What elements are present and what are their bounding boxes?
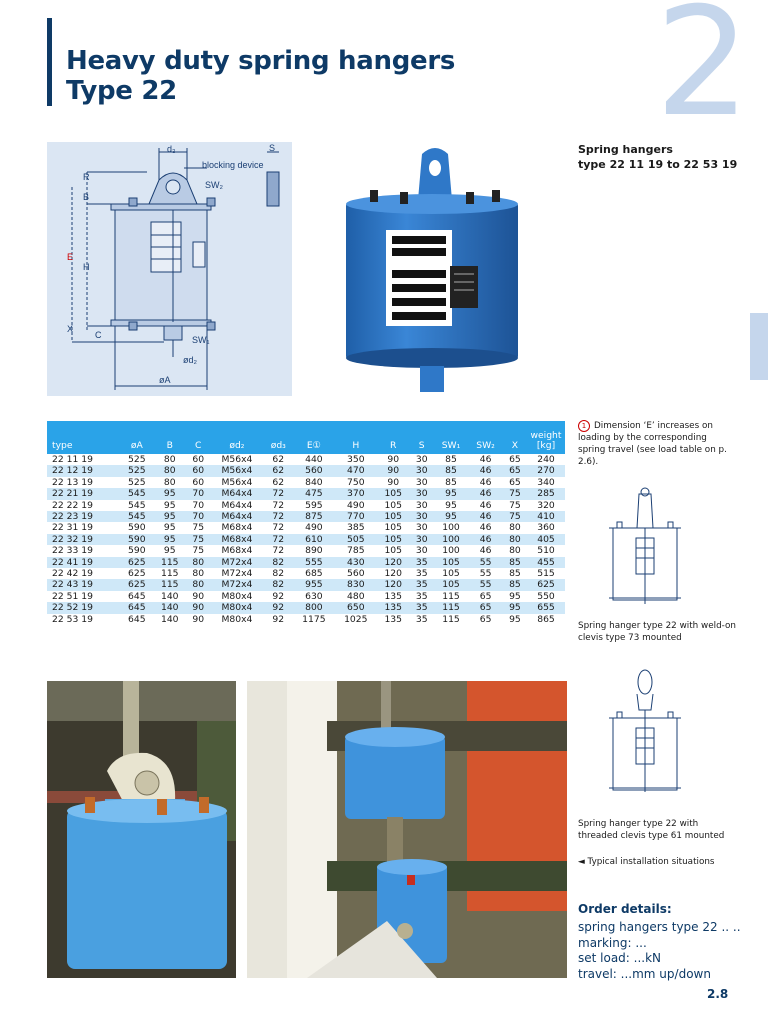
- table-row: [47, 511, 565, 522]
- page-number: 2.8: [707, 987, 729, 1001]
- table-cell: 22 32 19: [47, 534, 120, 545]
- table-cell: 135: [384, 613, 402, 625]
- table-cell: 105: [377, 488, 410, 499]
- table-cell: 30: [410, 488, 434, 499]
- header-sw1: SW₁: [434, 421, 469, 454]
- label-x: X: [67, 324, 74, 334]
- table-cell: 90: [192, 590, 205, 602]
- table-cell: 625: [120, 579, 153, 590]
- table-cell: 62: [272, 476, 285, 488]
- table-cell: 350: [347, 454, 365, 465]
- table-cell: 80: [503, 534, 527, 545]
- table-cell: 46: [479, 454, 492, 465]
- table-cell: 95: [434, 511, 469, 522]
- table-row: [47, 579, 565, 590]
- table-cell: 80: [509, 545, 521, 557]
- table-cell: 35: [415, 613, 428, 625]
- table-cell: M56x4: [221, 476, 253, 488]
- table-cell: 30: [410, 534, 434, 545]
- label-h: H: [83, 262, 90, 272]
- table-cell: 46: [479, 499, 492, 511]
- table-cell: 65: [503, 465, 527, 476]
- order-line-3: set load: ...kN: [578, 951, 662, 965]
- table-cell: 70: [186, 488, 210, 499]
- table-cell: 30: [415, 522, 428, 534]
- order-line-1: spring hangers type 22 .. ..: [578, 920, 741, 934]
- table-cell: 35: [410, 602, 434, 613]
- product-heading-line-1: Spring hangers: [578, 143, 673, 156]
- table-cell: 95: [163, 499, 176, 511]
- table-cell: 955: [293, 579, 335, 590]
- table-cell: 105: [442, 568, 460, 580]
- table-cell: 85: [503, 557, 527, 568]
- table-cell: 22 31 19: [52, 522, 93, 534]
- order-line-2: marking: ...: [578, 935, 647, 950]
- table-cell: 30: [415, 476, 428, 488]
- table-cell: 830: [335, 579, 377, 590]
- header-weight: weight [kg]: [527, 421, 565, 454]
- table-cell: 840: [305, 476, 323, 488]
- table-cell: 525: [120, 465, 153, 476]
- table-row: [47, 465, 565, 476]
- table-cell: M80x4: [221, 613, 253, 625]
- label-c: C: [95, 330, 102, 340]
- header-c: C: [186, 421, 210, 454]
- table-cell: 545: [120, 488, 153, 499]
- table-cell: 22 33 19: [52, 545, 93, 557]
- header-b: B: [153, 421, 186, 454]
- table-cell: 385: [347, 522, 365, 534]
- table-cell: 105: [384, 499, 402, 511]
- header-r: R: [377, 421, 410, 454]
- table-row: [47, 568, 565, 579]
- table-cell: 525: [128, 476, 146, 488]
- table-cell: 35: [410, 579, 434, 590]
- table-cell: 430: [335, 557, 377, 568]
- table-cell: 525: [128, 454, 146, 465]
- table-cell: 595: [305, 499, 323, 511]
- product-heading: [578, 142, 737, 172]
- table-cell: 95: [434, 488, 469, 499]
- table-cell: 75: [186, 534, 210, 545]
- table-cell: 685: [305, 568, 323, 580]
- table-cell: 1175: [302, 613, 326, 625]
- table-cell: 865: [537, 613, 555, 625]
- table-cell: M64x4: [210, 511, 263, 522]
- table-cell: 560: [347, 568, 365, 580]
- table-cell: 22 13 19: [52, 476, 93, 488]
- table-cell: 140: [160, 613, 179, 625]
- table-row: [47, 477, 565, 488]
- table-cell: 120: [377, 557, 410, 568]
- table-cell: 115: [442, 590, 460, 602]
- table-cell: 60: [186, 465, 210, 476]
- label-a: øA: [159, 375, 171, 385]
- table-cell: 90: [387, 476, 400, 488]
- table-cell: 95: [163, 522, 176, 534]
- table-cell: 85: [503, 579, 527, 590]
- table-cell: 785: [347, 545, 365, 557]
- table-cell: 340: [537, 476, 555, 488]
- table-cell: 105: [377, 511, 410, 522]
- table-cell: 510: [537, 545, 555, 557]
- header-d3: ød₃: [264, 421, 293, 454]
- table-cell: 240: [537, 454, 555, 465]
- label-b: B: [83, 192, 90, 202]
- table-cell: 545: [120, 511, 153, 522]
- table-cell: 82: [264, 579, 293, 590]
- table-cell: 645: [120, 602, 153, 613]
- table-cell: 105: [434, 579, 469, 590]
- table-cell: 85: [509, 568, 521, 580]
- order-line-4: travel: ...mm up/down: [578, 966, 711, 981]
- table-cell: 35: [415, 590, 428, 602]
- table-cell: 22 43 19: [47, 579, 120, 590]
- table-header-row: [47, 421, 565, 454]
- table-cell: 80: [186, 557, 210, 568]
- table-cell: 405: [527, 534, 565, 545]
- header-e: E①: [293, 421, 335, 454]
- table-cell: 80: [163, 454, 176, 465]
- table-cell: 75: [192, 522, 205, 534]
- label-sw2: SW₂: [205, 180, 223, 190]
- table-cell: 135: [377, 602, 410, 613]
- table-cell: 30: [410, 465, 434, 476]
- table-cell: 75: [503, 488, 527, 499]
- table-cell: 645: [128, 613, 146, 625]
- section-tab: [750, 313, 768, 380]
- table-row: [47, 488, 565, 499]
- table-cell: 140: [160, 590, 179, 602]
- table-row: [47, 557, 565, 568]
- table-cell: 30: [410, 511, 434, 522]
- table-cell: 95: [163, 545, 176, 557]
- table-cell: 22 12 19: [47, 465, 120, 476]
- order-details-heading: Order details:: [578, 902, 672, 916]
- table-cell: 46: [468, 465, 503, 476]
- table-cell: 875: [293, 511, 335, 522]
- header-s: S: [410, 421, 434, 454]
- table-cell: 1025: [344, 613, 368, 625]
- table-cell: 115: [434, 602, 469, 613]
- table-cell: 65: [468, 602, 503, 613]
- table-cell: 105: [377, 534, 410, 545]
- table-cell: 120: [377, 579, 410, 590]
- table-cell: 410: [527, 511, 565, 522]
- table-cell: 370: [335, 488, 377, 499]
- table-cell: 555: [293, 557, 335, 568]
- header-d2: ød₂: [210, 421, 263, 454]
- section-number: 2: [655, 0, 751, 150]
- table-cell: 72: [272, 499, 285, 511]
- table-cell: 75: [509, 499, 521, 511]
- table-cell: 515: [537, 568, 555, 580]
- page-title: [66, 46, 455, 106]
- table-cell: 85: [445, 454, 457, 465]
- table-cell: M64x4: [210, 488, 263, 499]
- dimension-drawing: [47, 142, 292, 396]
- label-d3: d₃: [167, 144, 176, 154]
- table-cell: 92: [272, 590, 285, 602]
- table-cell: 60: [192, 454, 205, 465]
- table-cell: 90: [377, 465, 410, 476]
- table-cell: 46: [468, 534, 503, 545]
- table-cell: 22 42 19: [52, 568, 93, 580]
- table-cell: 80: [192, 568, 205, 580]
- table-row: [47, 454, 565, 465]
- threaded-clevis-diagram: [605, 668, 685, 794]
- note-marker-icon: 1: [578, 420, 590, 432]
- table-cell: 545: [128, 499, 146, 511]
- table-cell: 610: [293, 534, 335, 545]
- label-e: E: [67, 252, 74, 262]
- table-cell: 65: [509, 476, 521, 488]
- table-cell: M68x4: [210, 534, 263, 545]
- table-cell: 480: [347, 590, 365, 602]
- table-cell: 95: [509, 590, 521, 602]
- installation-photo-1: [47, 681, 236, 978]
- table-cell: 80: [509, 522, 521, 534]
- table-cell: 46: [479, 476, 492, 488]
- table-cell: 770: [335, 511, 377, 522]
- table-cell: 490: [347, 499, 365, 511]
- table-cell: 22 21 19: [47, 488, 120, 499]
- table-cell: 22 52 19: [47, 602, 120, 613]
- table-row: [47, 522, 565, 533]
- table-cell: 590: [128, 522, 146, 534]
- table-cell: 62: [264, 465, 293, 476]
- table-cell: 135: [384, 590, 402, 602]
- table-cell: 95: [153, 488, 186, 499]
- table-cell: 100: [442, 545, 460, 557]
- table-row: [47, 545, 565, 556]
- table-cell: 55: [468, 557, 503, 568]
- table-cell: 22 23 19: [47, 511, 120, 522]
- table-cell: 22 22 19: [52, 499, 93, 511]
- weld-clevis-diagram: [605, 486, 685, 606]
- table-cell: 550: [537, 590, 555, 602]
- header-a: øA: [120, 421, 153, 454]
- table-cell: 100: [434, 534, 469, 545]
- header-type: type: [47, 421, 120, 454]
- table-cell: 55: [479, 568, 492, 580]
- table-cell: 46: [479, 545, 492, 557]
- table-cell: 105: [384, 522, 402, 534]
- table-cell: 650: [335, 602, 377, 613]
- table-cell: 490: [305, 522, 323, 534]
- table-cell: 115: [153, 557, 186, 568]
- table-cell: 475: [293, 488, 335, 499]
- order-details: [578, 920, 741, 982]
- table-cell: 82: [264, 557, 293, 568]
- table-cell: 590: [120, 534, 153, 545]
- table-row: [47, 591, 565, 602]
- table-cell: 90: [186, 602, 210, 613]
- installation-photo-2: [247, 681, 567, 978]
- title-line-2: Type 22: [66, 76, 177, 106]
- table-cell: 62: [272, 454, 285, 465]
- table-row: [47, 602, 565, 613]
- header-sw2: SW₂: [468, 421, 503, 454]
- title-line-1: Heavy duty spring hangers: [66, 46, 456, 76]
- table-cell: 625: [120, 557, 153, 568]
- table-cell: 750: [347, 476, 365, 488]
- table-cell: 22 53 19: [52, 613, 93, 625]
- table-cell: 505: [335, 534, 377, 545]
- table-cell: 890: [305, 545, 323, 557]
- table-cell: 95: [153, 534, 186, 545]
- title-accent-bar: [47, 18, 52, 106]
- table-cell: 95: [153, 511, 186, 522]
- table-cell: 72: [264, 511, 293, 522]
- table-cell: 95: [503, 602, 527, 613]
- table-cell: 360: [537, 522, 555, 534]
- table-row: [47, 614, 565, 625]
- label-r: R: [83, 172, 90, 182]
- table-cell: 72: [264, 488, 293, 499]
- table-cell: 285: [527, 488, 565, 499]
- table-cell: 470: [335, 465, 377, 476]
- table-cell: M68x4: [221, 522, 253, 534]
- table-row: [47, 534, 565, 545]
- dimension-table: [47, 421, 565, 625]
- table-cell: 70: [186, 511, 210, 522]
- table-cell: 30: [415, 545, 428, 557]
- table-cell: 35: [415, 568, 428, 580]
- table-cell: 115: [160, 568, 179, 580]
- table-cell: 80: [153, 465, 186, 476]
- table-cell: 35: [410, 557, 434, 568]
- dimension-note: [578, 420, 728, 468]
- label-s: S: [269, 143, 276, 153]
- table-cell: 85: [445, 476, 457, 488]
- table-cell: 115: [442, 613, 460, 625]
- table-cell: 95: [509, 613, 521, 625]
- table-cell: 75: [503, 511, 527, 522]
- table-cell: M68x4: [221, 545, 253, 557]
- table-cell: 30: [415, 499, 428, 511]
- caption-weld-clevis: Spring hanger type 22 with weld-on clevis type 73 mounted: [578, 621, 736, 643]
- table-cell: 630: [305, 590, 323, 602]
- table-cell: M64x4: [221, 499, 253, 511]
- table-cell: 120: [384, 568, 402, 580]
- label-sw1: SW₁: [192, 335, 210, 345]
- label-blocking-device: blocking device: [202, 160, 264, 170]
- table-cell: 75: [192, 545, 205, 557]
- table-cell: 55: [468, 579, 503, 590]
- table-cell: 70: [192, 499, 205, 511]
- table-cell: 65: [509, 454, 521, 465]
- table-cell: M56x4: [221, 454, 253, 465]
- table-cell: 92: [272, 613, 285, 625]
- table-cell: 65: [479, 613, 492, 625]
- table-row: [47, 500, 565, 511]
- table-cell: M72x4: [221, 568, 253, 580]
- caption-threaded-clevis: Spring hanger type 22 with threaded clevis type 61 mounted: [578, 819, 725, 841]
- table-cell: 625: [527, 579, 565, 590]
- table-cell: 80: [186, 579, 210, 590]
- table-cell: M56x4: [210, 465, 263, 476]
- table-cell: M80x4: [210, 602, 263, 613]
- table-cell: 320: [537, 499, 555, 511]
- table-cell: 30: [415, 454, 428, 465]
- header-h: H: [335, 421, 377, 454]
- caption-installation: ◄ Typical installation situations: [578, 857, 715, 867]
- table-cell: 800: [293, 602, 335, 613]
- table-cell: 72: [272, 522, 285, 534]
- table-cell: 645: [128, 590, 146, 602]
- table-cell: 92: [264, 602, 293, 613]
- spring-hanger-photo: [330, 142, 540, 396]
- table-cell: 22 41 19: [47, 557, 120, 568]
- table-cell: 90: [387, 454, 400, 465]
- table-cell: 46: [468, 488, 503, 499]
- table-cell: 72: [272, 545, 285, 557]
- table-cell: 22 51 19: [52, 590, 93, 602]
- table-cell: 82: [272, 568, 285, 580]
- table-cell: 85: [434, 465, 469, 476]
- label-d2: ød₂: [183, 355, 197, 365]
- table-cell: 90: [192, 613, 205, 625]
- table-cell: 65: [479, 590, 492, 602]
- product-heading-line-2: type 22 11 19 to 22 53 19: [578, 158, 738, 171]
- table-cell: 105: [384, 545, 402, 557]
- header-x: X: [503, 421, 527, 454]
- table-cell: 80: [163, 476, 176, 488]
- table-cell: M72x4: [210, 579, 263, 590]
- table-cell: 46: [479, 522, 492, 534]
- table-cell: 455: [527, 557, 565, 568]
- table-cell: 440: [305, 454, 323, 465]
- table-cell: M72x4: [210, 557, 263, 568]
- table-cell: 270: [527, 465, 565, 476]
- table-cell: 95: [445, 499, 457, 511]
- table-cell: 22 11 19: [52, 454, 93, 465]
- table-cell: M80x4: [221, 590, 253, 602]
- table-cell: 590: [128, 545, 146, 557]
- table-cell: 72: [264, 534, 293, 545]
- table-cell: 625: [128, 568, 146, 580]
- table-cell: 105: [434, 557, 469, 568]
- table-cell: 60: [192, 476, 205, 488]
- note-text: Dimension ‘E’ increases on loading by the corresponding spring travel (see load table on p. 2.6).: [578, 421, 727, 467]
- table-cell: 560: [293, 465, 335, 476]
- table-cell: 140: [153, 602, 186, 613]
- table-cell: 100: [442, 522, 460, 534]
- table-cell: 46: [468, 511, 503, 522]
- table-cell: 115: [153, 579, 186, 590]
- table-cell: 655: [527, 602, 565, 613]
